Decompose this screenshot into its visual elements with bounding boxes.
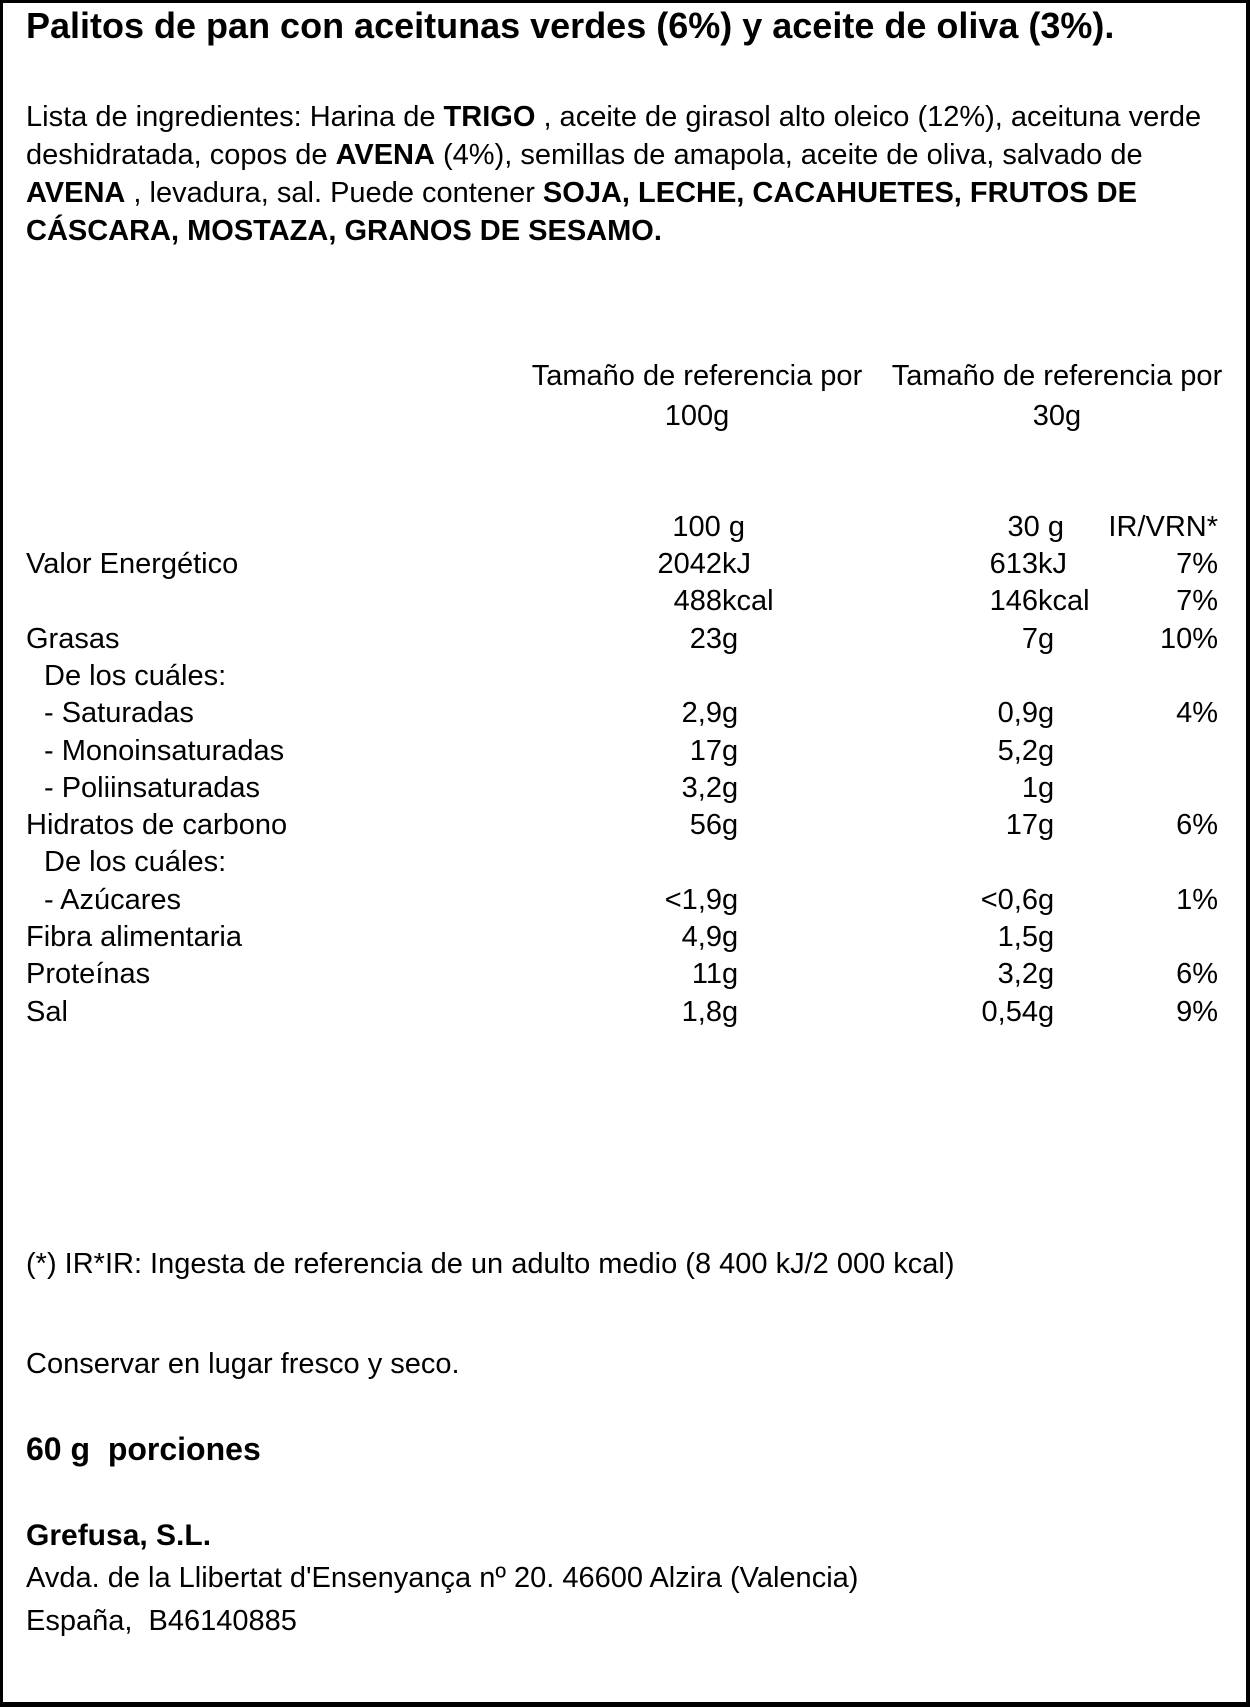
ir-vrn-percent: 1% xyxy=(1176,884,1218,916)
nutrient-label: Grasas xyxy=(26,623,120,655)
col-header-ir-vrn: IR/VRN* xyxy=(1108,511,1218,543)
col-header-30g: 30 g xyxy=(1007,511,1064,543)
nutrient-label: - Saturadas xyxy=(44,697,194,729)
unit-30g: g xyxy=(1038,735,1055,767)
unit-30g: g xyxy=(1038,884,1055,916)
value-30g: 146 xyxy=(989,585,1038,617)
ingredients-text: , aceite de girasol alto oleico (12%), aceituna verde deshidratada, copos de xyxy=(26,101,1202,171)
nutrient-label: - Azúcares xyxy=(44,884,181,916)
allergen-wheat: TRIGO xyxy=(443,101,536,133)
unit-100g: g xyxy=(722,735,739,767)
value-100g: 56 xyxy=(689,809,722,841)
header-reference-30g: Tamaño de referencia por 30g xyxy=(891,360,1223,432)
nutrient-label: Valor Energético xyxy=(26,548,239,580)
value-100g: 2042 xyxy=(657,548,722,580)
nutrient-label: Sal xyxy=(26,996,68,1028)
product-title: Palitos de pan con aceitunas verdes (6%) y aceite de oliva (3%). xyxy=(26,5,1115,46)
ingredients-text: , levadura, sal. Puede contener xyxy=(125,177,543,209)
allergen-traces: SOJA, LECHE, CACAHUETES, FRUTOS DE CÁSCARA, MOSTAZA, GRANOS DE SESAMO. xyxy=(26,177,1137,247)
storage-instructions: Conservar en lugar fresco y seco. xyxy=(26,1348,460,1380)
ir-vrn-percent: 7% xyxy=(1176,585,1218,617)
value-30g: 0,9 xyxy=(997,697,1038,729)
unit-100g: g xyxy=(722,809,739,841)
footnote: (*) IR*IR: Ingesta de referencia de un adulto medio (8 400 kJ/2 000 kcal) xyxy=(26,1248,955,1280)
value-30g: 1 xyxy=(1021,772,1038,804)
value-100g: 17 xyxy=(689,735,722,767)
nutrient-label: Fibra alimentaria xyxy=(26,921,242,953)
unit-100g: g xyxy=(722,772,739,804)
nutrient-label: De los cuáles: xyxy=(44,660,227,692)
ir-vrn-percent: 7% xyxy=(1176,548,1218,580)
value-30g: 613 xyxy=(989,548,1038,580)
value-30g: 3,2 xyxy=(997,958,1038,990)
value-30g: <0,6 xyxy=(980,884,1038,916)
value-30g: 1,5 xyxy=(997,921,1038,953)
unit-30g: kcal xyxy=(1038,585,1090,617)
value-100g: 4,9 xyxy=(681,921,722,953)
value-30g: 7 xyxy=(1021,623,1038,655)
value-100g: 11 xyxy=(691,958,722,990)
unit-100g: g xyxy=(722,958,739,990)
nutrient-label: De los cuáles: xyxy=(44,846,227,878)
ir-vrn-percent: 6% xyxy=(1176,958,1218,990)
unit-100g: g xyxy=(722,697,739,729)
unit-30g: g xyxy=(1038,809,1055,841)
value-100g: <1,9 xyxy=(664,884,722,916)
header-reference-100g: Tamaño de referencia por 100g xyxy=(531,360,863,432)
allergen-oats: AVENA xyxy=(26,177,126,209)
value-30g: 0,54 xyxy=(981,996,1038,1028)
ingredients-list xyxy=(26,98,1236,250)
ingredients-text: Lista de ingredientes: Harina de xyxy=(26,101,444,133)
value-100g: 488 xyxy=(673,585,722,617)
company-country-cif: España, B46140885 xyxy=(26,1605,297,1637)
company-address: Avda. de la Llibertat d'Ensenyança nº 20. 46600 Alzira (Valencia) xyxy=(26,1562,859,1594)
company-name: Grefusa, S.L. xyxy=(26,1519,212,1552)
ingredients-text: (4%), semillas de amapola, aceite de oliva, salvado de xyxy=(434,139,1143,171)
unit-100g: kJ xyxy=(722,548,751,580)
unit-30g: kJ xyxy=(1038,548,1067,580)
unit-100g: kcal xyxy=(722,585,774,617)
unit-30g: g xyxy=(1038,772,1055,804)
ir-vrn-percent: 9% xyxy=(1176,996,1218,1028)
value-100g: 2,9 xyxy=(681,697,722,729)
col-header-100g: 100 g xyxy=(672,511,745,543)
unit-30g: g xyxy=(1038,697,1055,729)
unit-30g: g xyxy=(1038,996,1055,1028)
unit-100g: g xyxy=(722,884,739,916)
value-100g: 1,8 xyxy=(681,996,722,1028)
unit-30g: g xyxy=(1038,958,1055,990)
unit-30g: g xyxy=(1038,921,1055,953)
unit-100g: g xyxy=(722,996,739,1028)
nutrient-label: Proteínas xyxy=(26,958,151,990)
portions: 60 g porciones xyxy=(26,1431,261,1467)
value-100g: 23 xyxy=(689,623,722,655)
value-30g: 17 xyxy=(1005,809,1038,841)
ir-vrn-percent: 6% xyxy=(1176,809,1218,841)
value-100g: 3,2 xyxy=(681,772,722,804)
unit-30g: g xyxy=(1038,623,1055,655)
nutrient-label: - Poliinsaturadas xyxy=(44,772,260,804)
nutrient-label: Hidratos de carbono xyxy=(26,809,288,841)
allergen-oats: AVENA xyxy=(335,139,435,171)
nutrient-label: - Monoinsaturadas xyxy=(44,735,285,767)
unit-100g: g xyxy=(722,921,739,953)
value-30g: 5,2 xyxy=(997,735,1038,767)
ir-vrn-percent: 4% xyxy=(1176,697,1218,729)
ir-vrn-percent: 10% xyxy=(1159,623,1218,655)
unit-100g: g xyxy=(722,623,739,655)
